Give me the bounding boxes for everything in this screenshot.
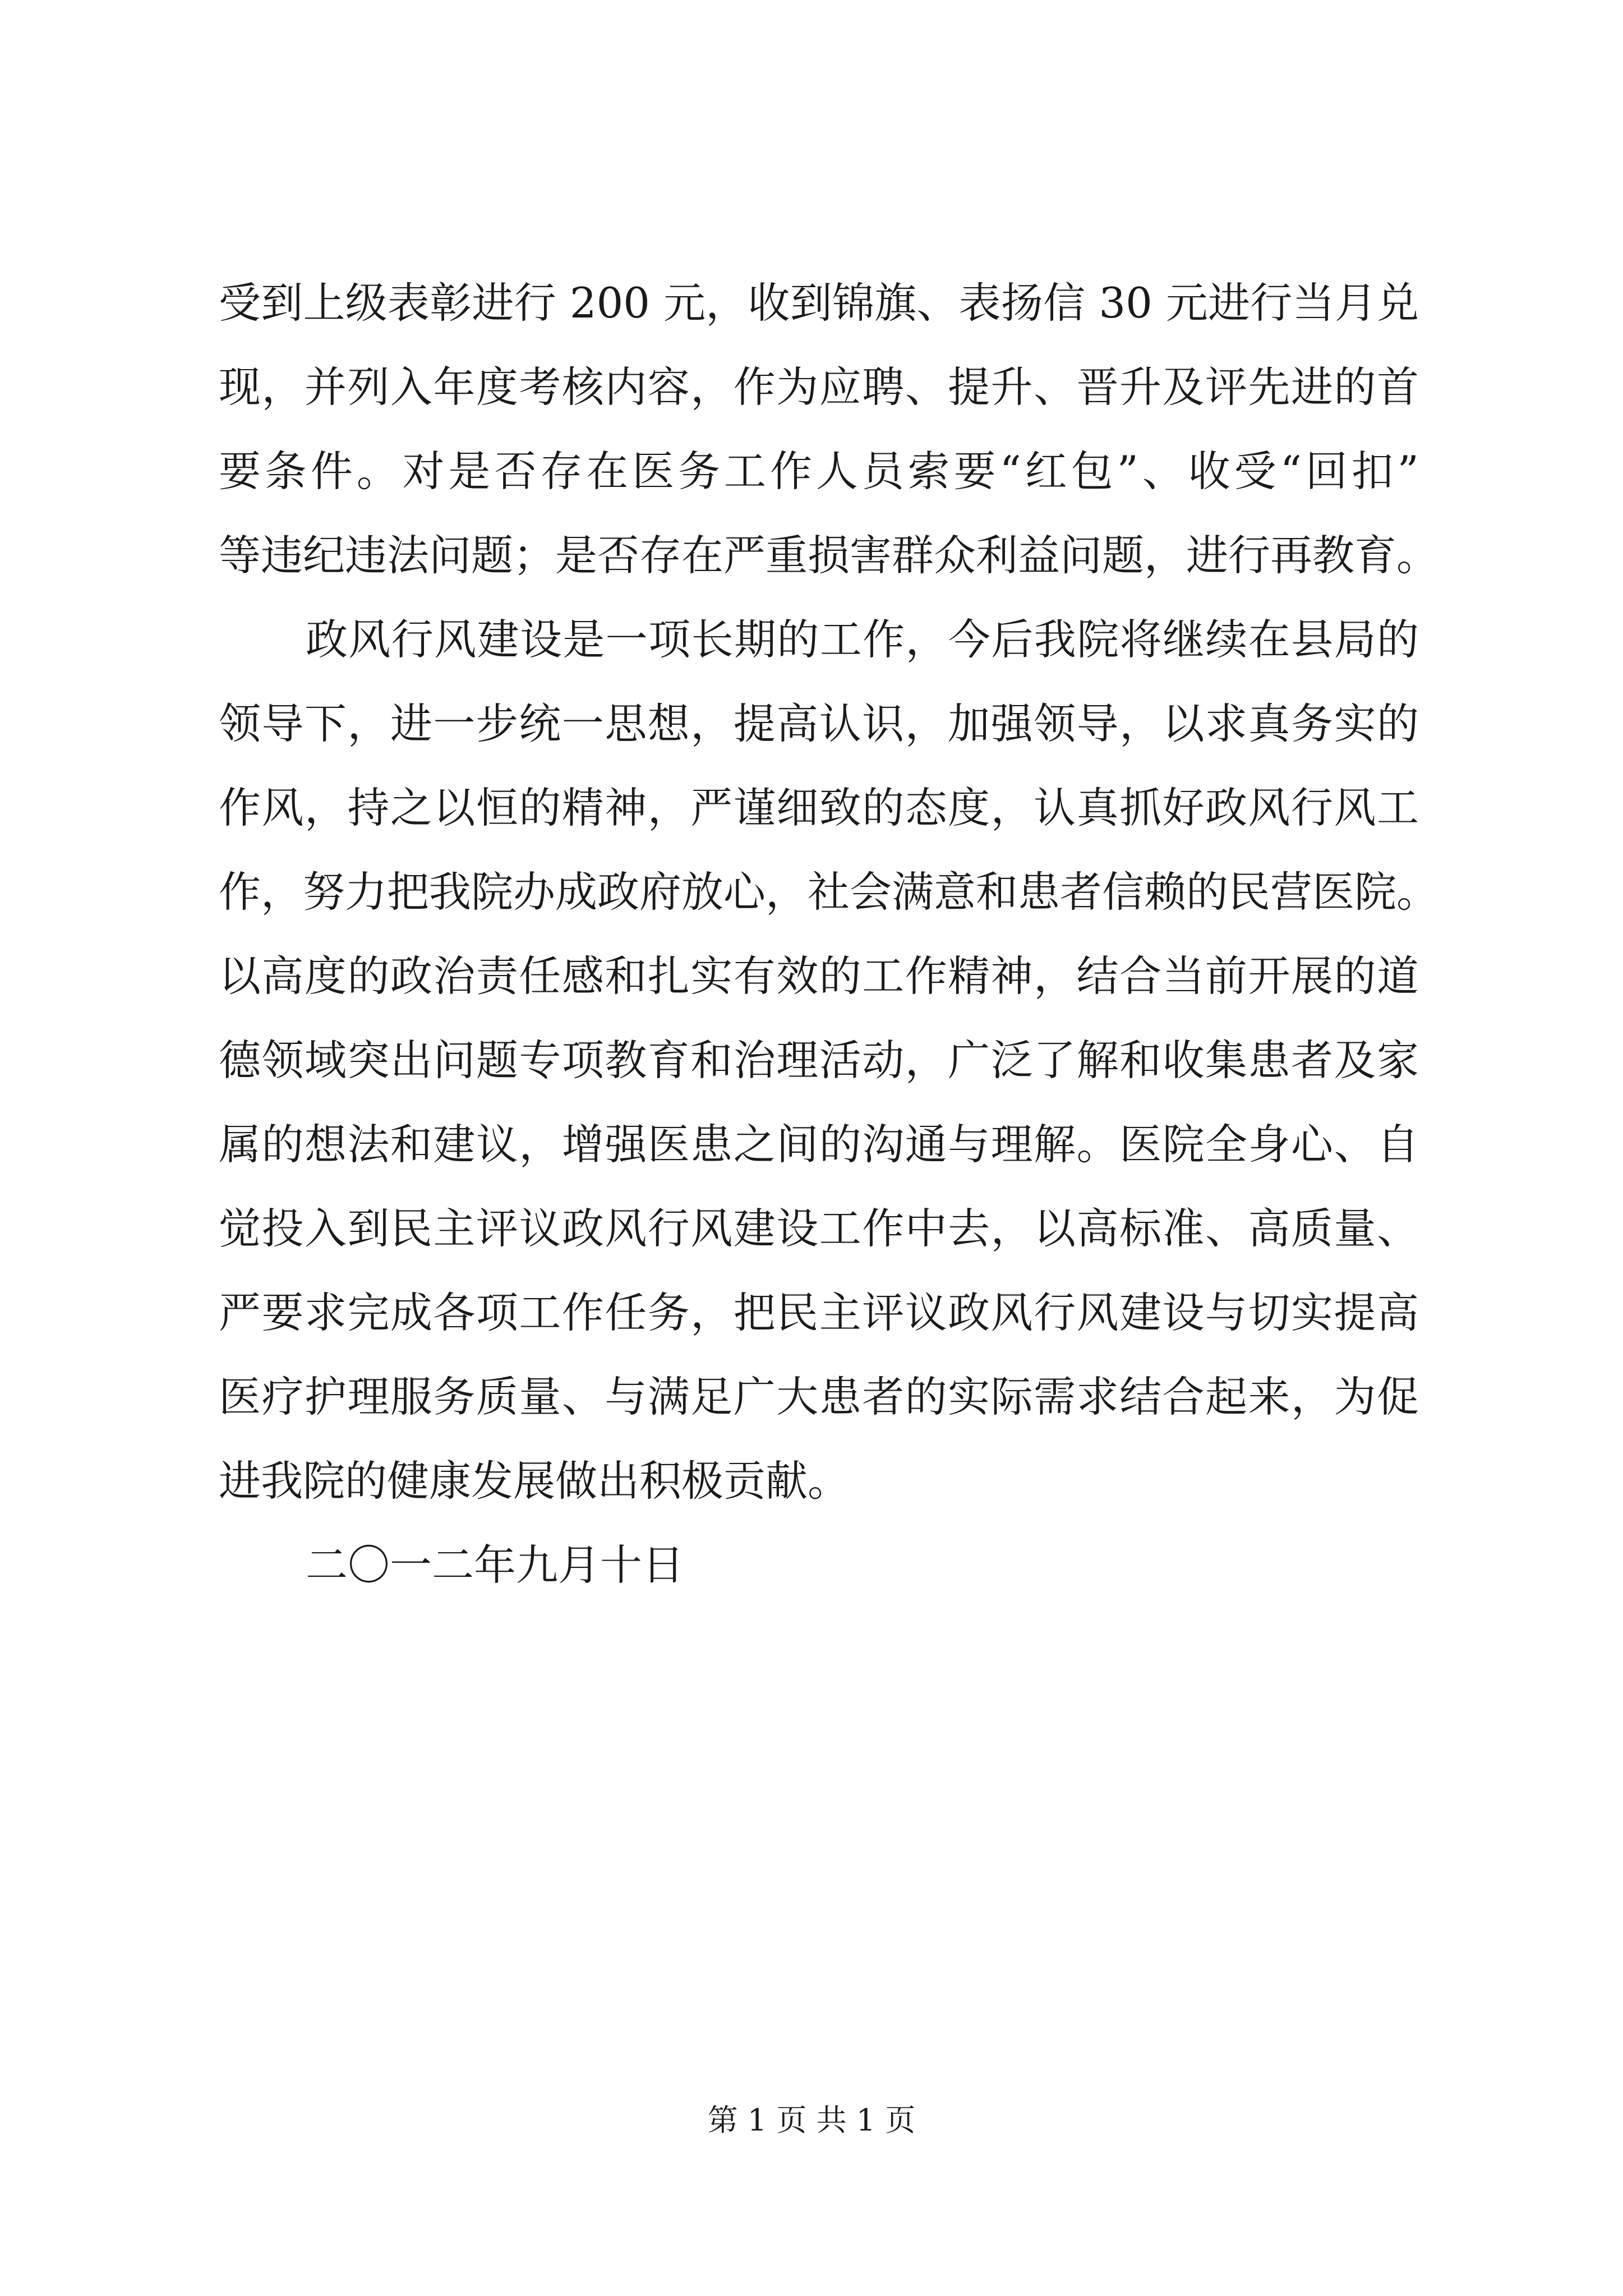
- body-text-line: 现，并列入年度考核内容，作为应聘、提升、晋升及评先进的首: [219, 362, 1419, 412]
- body-text-line: 以高度的政治责任感和扎实有效的工作精神，结合当前开展的道: [219, 951, 1419, 1001]
- body-text-line: 等违纪违法问题；是否存在严重损害群众利益问题，进行再教育。: [219, 531, 1439, 580]
- body-text-line: 作，努力把我院办成政府放心，社会满意和患者信赖的民营医院。: [219, 867, 1439, 917]
- body-text-line: 作风，持之以恒的精神，严谨细致的态度，认真抓好政风行风工: [219, 783, 1419, 832]
- body-text-line: 医疗护理服务质量、与满足广大患者的实际需求结合起来，为促: [219, 1372, 1419, 1421]
- body-text-line: 严要求完成各项工作任务，把民主评议政风行风建设与切实提高: [219, 1288, 1419, 1337]
- body-text-line: 进我院的健康发展做出积极贡献。: [219, 1456, 850, 1506]
- document-date: 二〇一二年九月十日: [306, 1540, 685, 1590]
- body-text-line: 觉投入到民主评议政风行风建设工作中去，以高标准、高质量、: [219, 1204, 1419, 1253]
- body-text-line: 政风行风建设是一项长期的工作，今后我院将继续在县局的: [306, 615, 1419, 664]
- body-text-line: 德领域突出问题专项教育和治理活动，广泛了解和收集患者及家: [219, 1036, 1419, 1085]
- page-number-footer: 第 1 页 共 1 页: [707, 2102, 916, 2138]
- body-text-line: 要条件。对是否存在医务工作人员索要“红包”、收受“回扣”: [219, 447, 1419, 496]
- body-text-line: 受到上级表彰进行 200 元，收到锦旗、表扬信 30 元进行当月兑: [219, 278, 1419, 328]
- body-text-line: 属的想法和建议，增强医患之间的沟通与理解。医院全身心、自: [219, 1120, 1419, 1169]
- body-text-line: 领导下，进一步统一思想，提高认识，加强领导，以求真务实的: [219, 699, 1419, 748]
